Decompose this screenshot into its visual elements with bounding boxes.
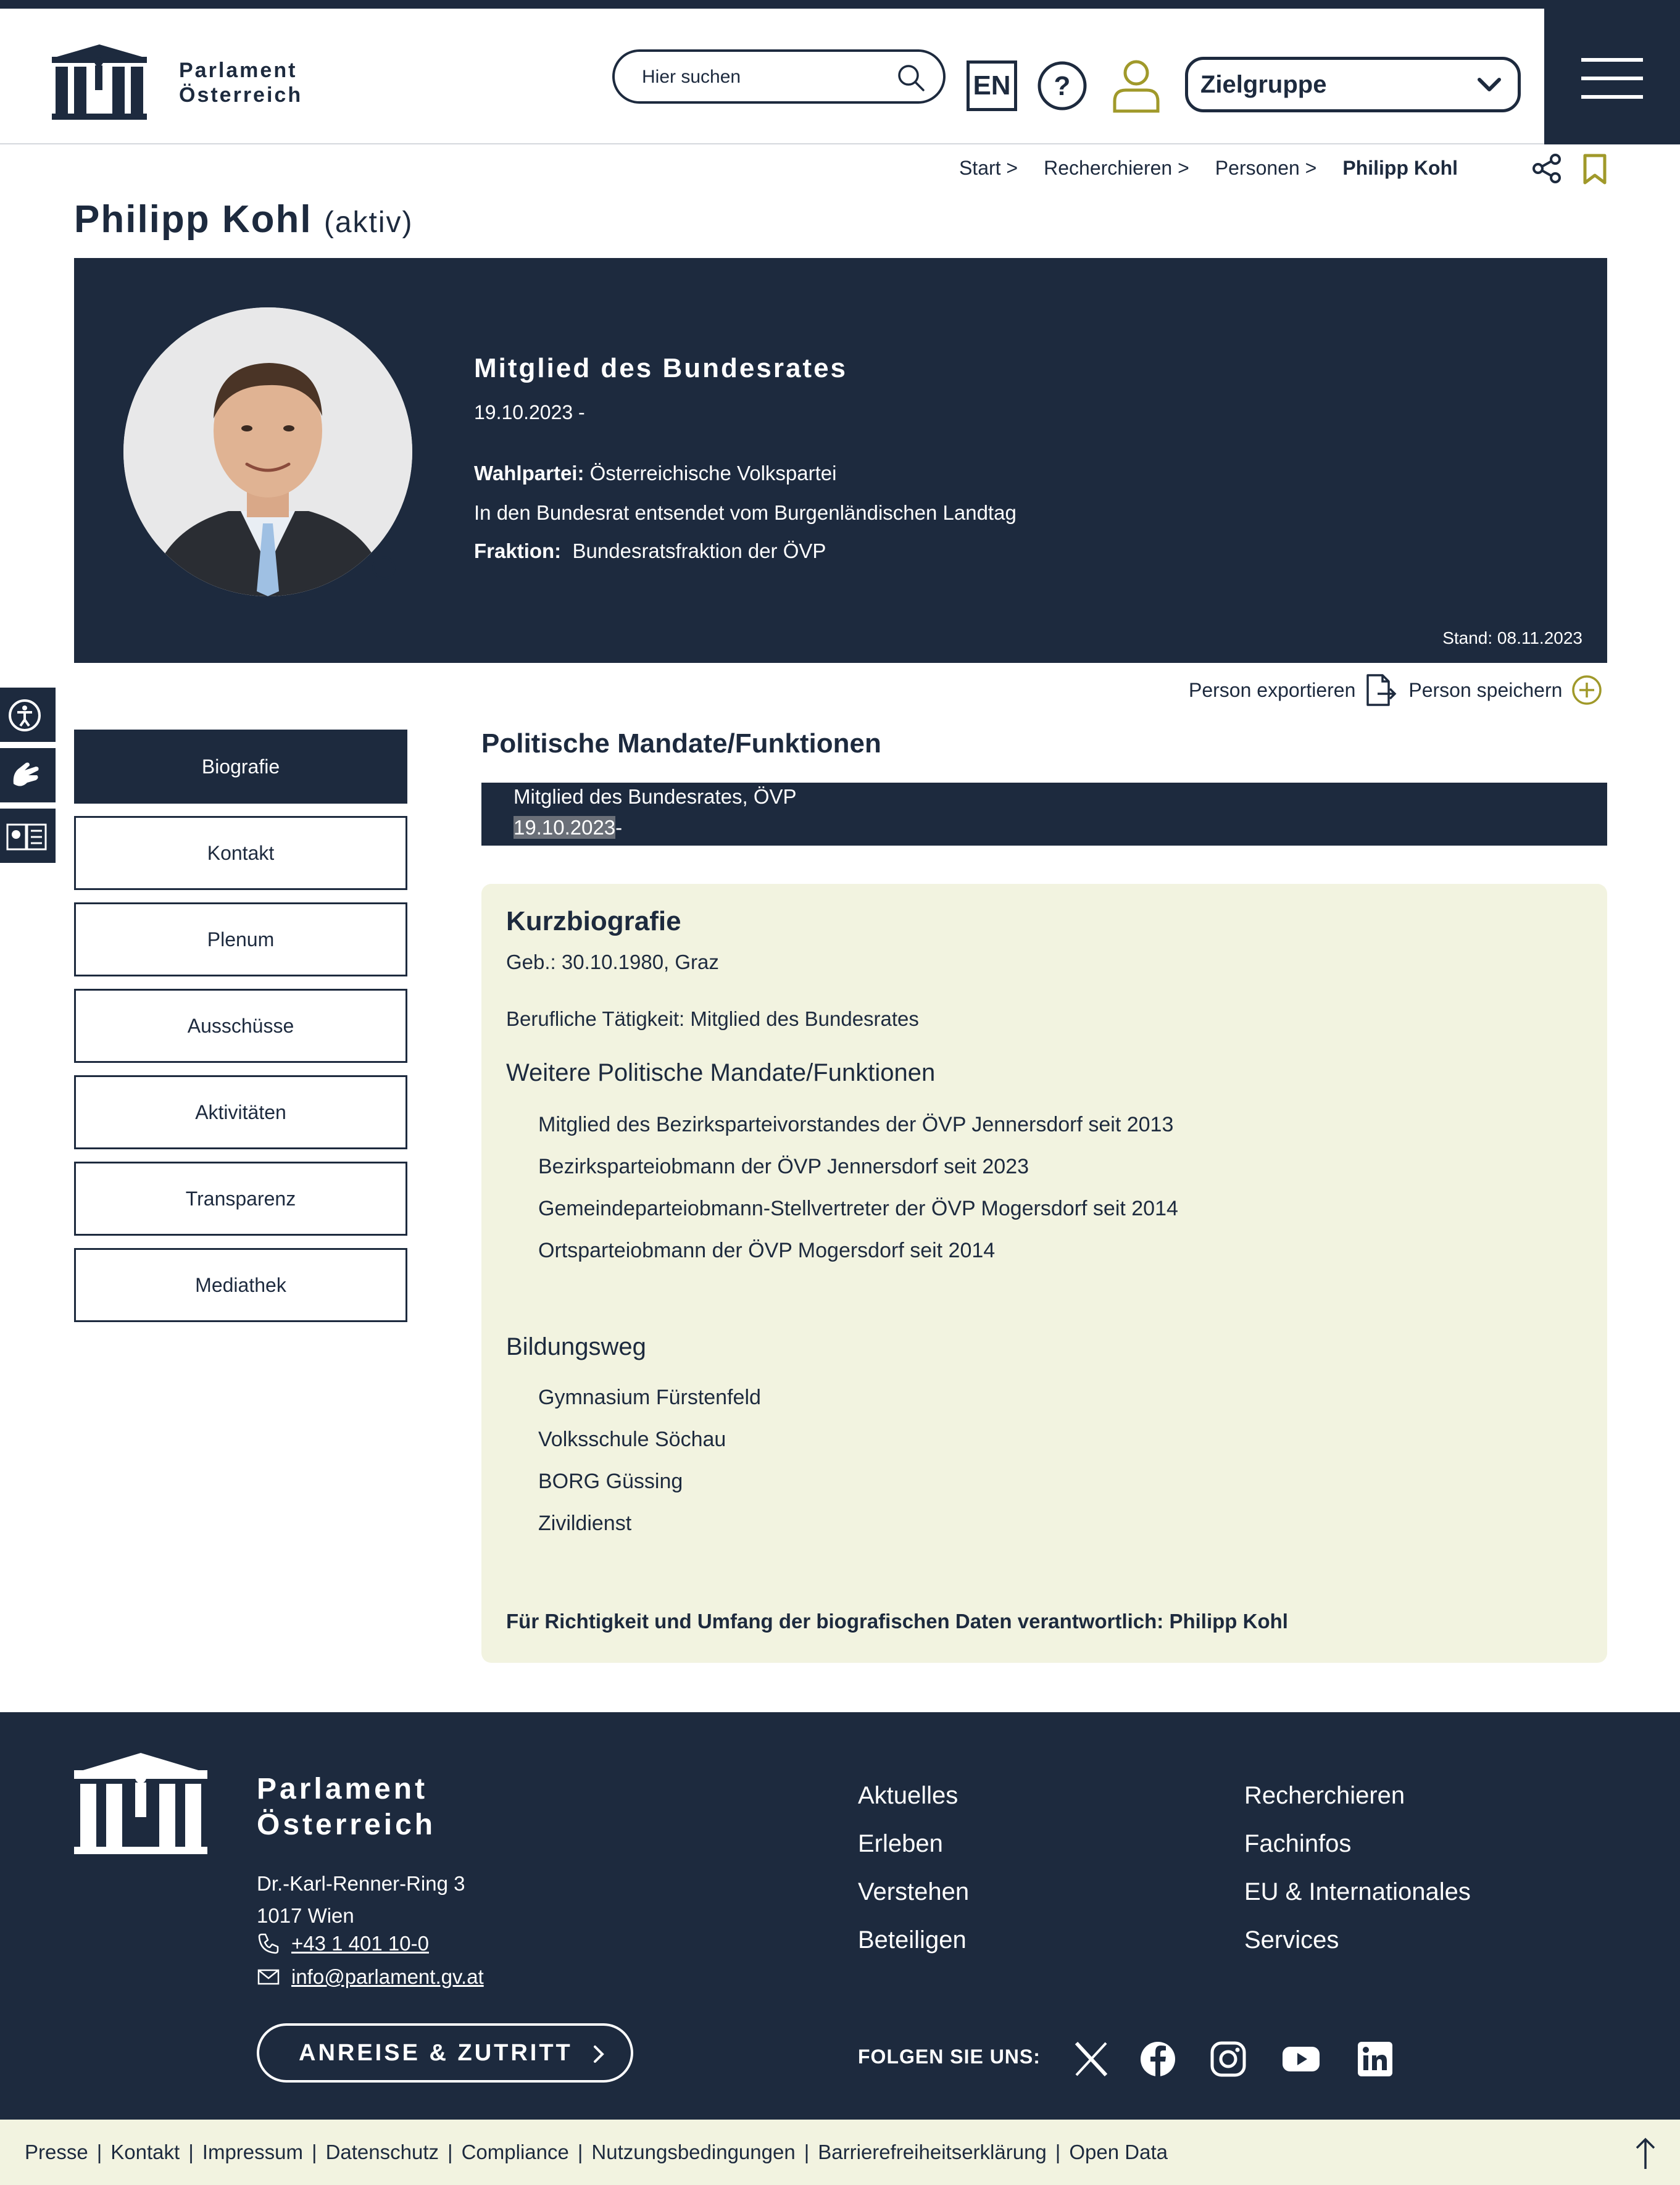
person-actions (1189, 673, 1604, 707)
logo-line-2: Österreich (179, 83, 303, 107)
site-header (0, 9, 1680, 144)
separator: | (188, 2141, 194, 2163)
anreise-label: ANREISE & ZUTRITT (299, 2040, 573, 2066)
link-impressum[interactable]: Impressum (202, 2141, 303, 2163)
footer-address (257, 1868, 465, 1932)
nav-ausschuesse[interactable]: Ausschüsse (74, 989, 407, 1063)
link-presse[interactable]: Presse (25, 2141, 88, 2163)
share-icon[interactable] (1532, 153, 1561, 184)
parlament-logo[interactable] (52, 42, 147, 120)
bio-birth: Geb.: 30.10.1980, Graz (506, 951, 719, 973)
save-person-link[interactable]: Person speichern (1408, 678, 1563, 701)
link-compliance[interactable]: Compliance (461, 2141, 569, 2163)
footer-links-col1 (858, 1771, 969, 1964)
language-switch-button[interactable]: EN (967, 60, 1017, 111)
breadcrumb-current: Philipp Kohl (1342, 157, 1458, 179)
plus-circle-icon[interactable] (1570, 673, 1604, 707)
user-icon[interactable] (1111, 58, 1162, 114)
faction-label: Fraktion: (474, 539, 562, 562)
link-nutzungsbedingungen[interactable]: Nutzungsbedingungen (591, 2141, 796, 2163)
sign-language-icon (0, 748, 56, 804)
faction-value: Bundesratsfraktion der ÖVP (572, 539, 826, 562)
bio-education-list (538, 1385, 761, 1553)
breadcrumb-recherchieren[interactable]: Recherchieren > (1044, 157, 1189, 179)
person-name: Philipp Kohl (74, 198, 312, 241)
link-kontakt[interactable]: Kontakt (110, 2141, 180, 2163)
top-strip (0, 0, 1680, 9)
mail-icon (257, 1965, 280, 1989)
footer-email[interactable] (257, 1965, 484, 1989)
footer-phone-link[interactable]: +43 1 401 10-0 (291, 1932, 429, 1955)
legal-links (25, 2141, 1168, 2164)
instagram-icon[interactable] (1208, 2039, 1248, 2079)
short-biography (481, 884, 1607, 1663)
menu-button[interactable] (1544, 9, 1680, 144)
search-icon[interactable] (896, 63, 926, 93)
search-input[interactable] (642, 63, 889, 91)
footer-link-aktuelles[interactable]: Aktuelles (858, 1782, 959, 1809)
list-item: Bezirksparteiobmann der ÖVP Jennersdorf seit 2023 (538, 1155, 1029, 1178)
bio-further-list (538, 1112, 1178, 1280)
person-delegation: In den Bundesrat entsendet vom Burgenländischen Landtag (474, 501, 1017, 524)
separator: | (96, 2141, 102, 2163)
logo-line-1: Parlament (179, 59, 297, 82)
person-faction (474, 539, 826, 563)
nav-mediathek[interactable]: Mediathek (74, 1248, 407, 1322)
footer-link-erleben[interactable]: Erleben (858, 1830, 943, 1857)
list-item: Zivildienst (538, 1512, 632, 1535)
list-item: BORG Güssing (538, 1470, 683, 1493)
nav-biografie[interactable]: Biografie (74, 730, 407, 804)
help-icon[interactable] (1037, 60, 1087, 111)
chevron-right-icon (591, 2044, 606, 2064)
footer-link-fachinfos[interactable]: Fachinfos (1244, 1830, 1352, 1857)
separator: | (447, 2141, 453, 2163)
bookmark-icon[interactable] (1582, 153, 1607, 185)
footer-link-recherchieren[interactable]: Recherchieren (1244, 1782, 1405, 1809)
nav-plenum[interactable]: Plenum (74, 902, 407, 976)
bio-responsibility: Für Richtigkeit und Umfang der biografischen Daten verantwortlich: Philipp Kohl (506, 1610, 1288, 1633)
linkedin-icon[interactable] (1355, 2039, 1395, 2079)
person-hero (74, 258, 1607, 663)
footer-logo[interactable] (74, 1749, 207, 1854)
person-sidenav (74, 730, 407, 1334)
footer-link-eu[interactable]: EU & Internationales (1244, 1878, 1471, 1905)
zoom-in-icon[interactable] (369, 553, 404, 588)
easy-language-icon (0, 809, 56, 864)
x-icon[interactable] (1071, 2039, 1111, 2079)
nav-kontakt[interactable]: Kontakt (74, 816, 407, 890)
mandate-date (514, 816, 622, 839)
separator: | (312, 2141, 317, 2163)
nav-transparenz[interactable]: Transparenz (74, 1162, 407, 1236)
list-item: Gemeindeparteiobmann-Stellvertreter der ÖVP Mogersdorf seit 2014 (538, 1197, 1178, 1220)
footer-title-line-2: Österreich (257, 1808, 436, 1841)
accessibility-button[interactable] (0, 688, 56, 743)
phone-icon (257, 1932, 280, 1955)
follow-us-label: FOLGEN SIE UNS: (858, 2046, 1041, 2068)
bio-title: Kurzbiografie (506, 906, 681, 936)
footer-links-col2 (1244, 1771, 1471, 1964)
list-item: Volksschule Söchau (538, 1428, 726, 1451)
export-icon[interactable] (1363, 673, 1397, 707)
anreise-button[interactable] (257, 2023, 633, 2083)
svg-text:?: ? (1054, 71, 1071, 101)
link-barrierefreiheit[interactable]: Barrierefreiheitserklärung (818, 2141, 1047, 2163)
menu-icon-bar (1581, 95, 1643, 99)
person-party (474, 462, 836, 485)
footer-link-beteiligen[interactable]: Beteiligen (858, 1926, 967, 1954)
mandate-date-value: 19.10.2023 (514, 816, 616, 839)
youtube-icon[interactable] (1281, 2039, 1321, 2079)
link-open-data[interactable]: Open Data (1069, 2141, 1168, 2163)
footer-city: 1017 Wien (257, 1904, 354, 1927)
site-footer (0, 1712, 1680, 2120)
footer-title-line-1: Parlament (257, 1773, 428, 1805)
mandates-title: Politische Mandate/Funktionen (481, 728, 881, 759)
party-label: Wahlpartei: (474, 462, 584, 485)
mandate-item (481, 783, 1607, 846)
person-status: (aktiv) (323, 206, 414, 239)
list-item: Mitglied des Bezirksparteivorstandes der ÖVP Jennersdorf seit 2013 (538, 1113, 1174, 1136)
arrow-up-icon[interactable] (1633, 2136, 1658, 2170)
footer-link-verstehen[interactable]: Verstehen (858, 1878, 970, 1905)
menu-icon-bar (1581, 77, 1643, 80)
accessibility-icon (0, 688, 56, 743)
breadcrumb (959, 157, 1458, 180)
chevron-down-icon (1476, 73, 1503, 96)
breadcrumb-start[interactable]: Start > (959, 157, 1018, 179)
bio-occupation: Berufliche Tätigkeit: Mitglied des Bundesrates (506, 1007, 919, 1030)
sign-language-button[interactable] (0, 748, 56, 804)
separator: | (577, 2141, 583, 2163)
audience-select[interactable] (1185, 57, 1521, 112)
bio-further-title: Weitere Politische Mandate/Funktionen (506, 1059, 936, 1086)
footer-link-services[interactable]: Services (1244, 1926, 1339, 1954)
nav-aktivitaeten[interactable]: Aktivitäten (74, 1075, 407, 1149)
page-title (74, 198, 414, 241)
stand-date: Stand: 08.11.2023 (1442, 628, 1582, 647)
footer-street: Dr.-Karl-Renner-Ring 3 (257, 1872, 465, 1895)
person-role: Mitglied des Bundesrates (474, 353, 848, 383)
search-box (612, 49, 946, 104)
footer-phone[interactable] (257, 1932, 429, 1955)
logo-text (179, 58, 302, 107)
link-datenschutz[interactable]: Datenschutz (325, 2141, 439, 2163)
person-since: 19.10.2023 - (474, 401, 585, 423)
facebook-icon[interactable] (1138, 2039, 1178, 2079)
party-value: Österreichische Volkspartei (589, 462, 837, 485)
footer-title (257, 1771, 436, 1843)
mandate-label: Mitglied des Bundesrates, ÖVP (514, 785, 797, 808)
breadcrumb-personen[interactable]: Personen > (1215, 157, 1317, 179)
mandate-date-dash: - (615, 816, 623, 839)
easy-language-button[interactable] (0, 809, 56, 864)
audience-select-label: Zielgruppe (1200, 71, 1327, 98)
menu-icon (1581, 58, 1643, 62)
list-item: Gymnasium Fürstenfeld (538, 1386, 761, 1409)
list-item: Ortsparteiobmann der ÖVP Mogersdorf seit 2014 (538, 1239, 996, 1262)
separator: | (804, 2141, 810, 2163)
export-person-link[interactable]: Person exportieren (1189, 678, 1356, 701)
bottom-bar (0, 2120, 1680, 2185)
footer-email-link[interactable]: info@parlament.gv.at (291, 1965, 484, 1988)
separator: | (1055, 2141, 1061, 2163)
bio-education-title: Bildungsweg (506, 1333, 646, 1360)
